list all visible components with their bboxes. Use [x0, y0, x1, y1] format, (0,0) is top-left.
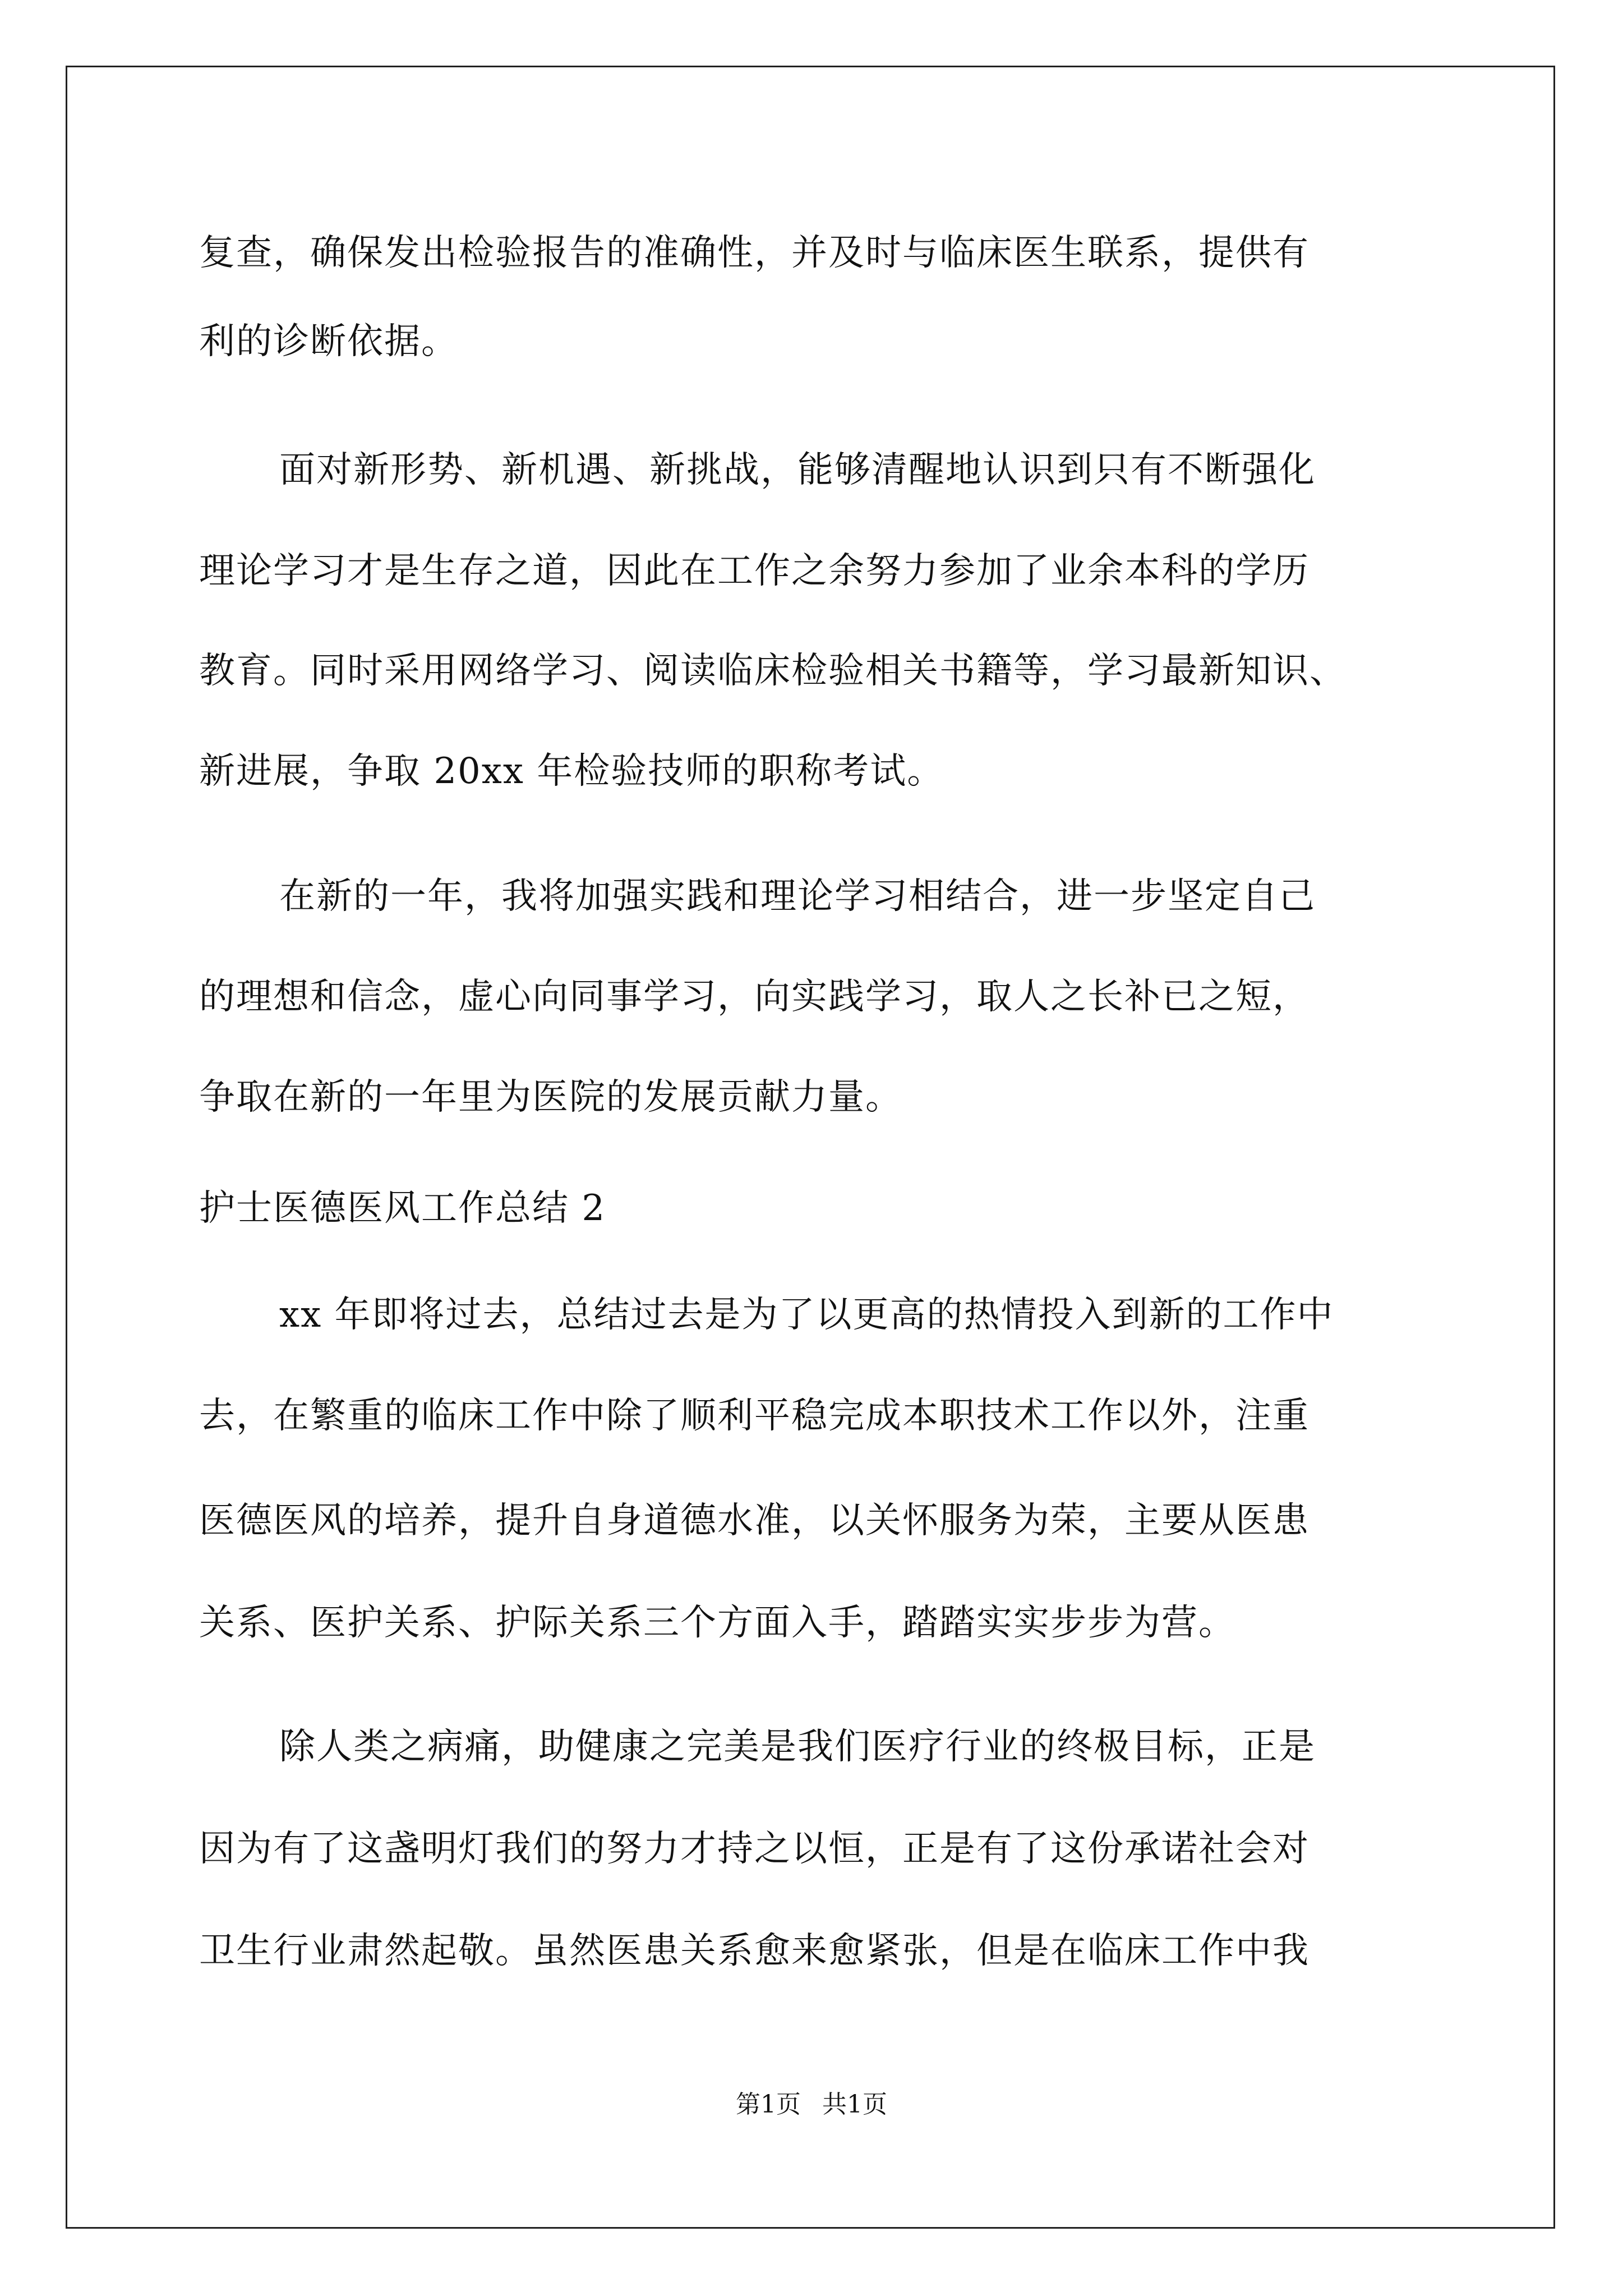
page-footer — [0, 2088, 1623, 2122]
page-total: 共1页 — [822, 2090, 887, 2119]
text-line-2: 利的诊断依据。 — [199, 321, 458, 362]
text-line-13: 医德医风的培养，提升自身道德水准，以关怀服务为荣，主要从医患 — [199, 1500, 1310, 1542]
page-border — [66, 66, 1555, 2229]
text-line-16: 因为有了这盏明灯我们的努力才持之以恒，正是有了这份承诺社会对 — [199, 1828, 1310, 1870]
text-line-4: 理论学习才是生存之道，因此在工作之余努力参加了业余本科的学历 — [199, 550, 1310, 592]
text-line-5: 教育。同时采用网络学习、阅读临床检验相关书籍等，学习最新知识、 — [199, 650, 1347, 692]
text-line-12: 去，在繁重的临床工作中除了顺利平稳完成本职技术工作以外，注重 — [199, 1395, 1310, 1437]
page-number: 第1页 — [736, 2090, 801, 2119]
text-line-6: 新进展，争取 20xx 年检验技师的职称考试。 — [199, 751, 944, 792]
text-line-8: 的理想和信念，虚心向同事学习，向实践学习，取人之长补已之短， — [199, 976, 1310, 1018]
text-line-14: 关系、医护关系、护际关系三个方面入手，踏踏实实步步为营。 — [199, 1602, 1235, 1644]
text-line-9: 争取在新的一年里为医院的发展贡献力量。 — [199, 1076, 902, 1118]
text-line-3: 面对新形势、新机遇、新挑战，能够清醒地认识到只有不断强化 — [279, 449, 1316, 491]
text-line-1: 复查，确保发出检验报告的准确性，并及时与临床医生联系，提供有 — [199, 232, 1310, 274]
text-line-11: xx 年即将过去，总结过去是为了以更高的热情投入到新的工作中 — [279, 1294, 1334, 1336]
text-line-7: 在新的一年，我将加强实践和理论学习相结合，进一步坚定自己 — [279, 876, 1316, 917]
text-line-17: 卫生行业肃然起敬。虽然医患关系愈来愈紧张，但是在临床工作中我 — [199, 1930, 1310, 1972]
section-heading: 护士医德医风工作总结 2 — [199, 1188, 606, 1229]
text-line-15: 除人类之病痛，助健康之完美是我们医疗行业的终极目标，正是 — [279, 1726, 1316, 1768]
